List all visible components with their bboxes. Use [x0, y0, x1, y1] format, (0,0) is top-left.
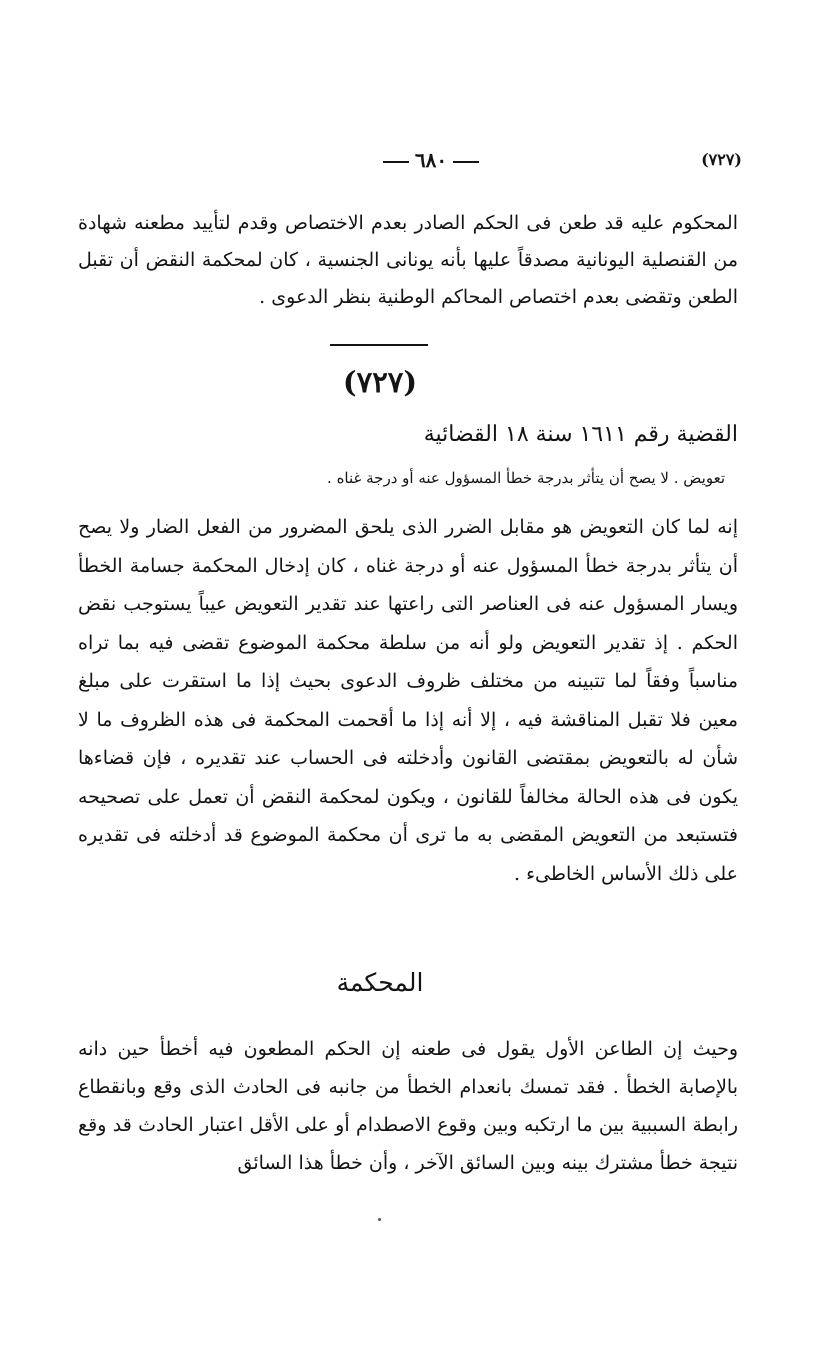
section-divider	[330, 344, 428, 346]
court-reasoning-paragraph: وحيث إن الطاعن الأول يقول فى طعنه إن الحكم المطعون فيه أخطأ حين دانه بالإصابة الخطأ . فقد تمسك بانعدام الخطأ من جانبه فى الحادث الذى وقع وبانقطاع رابطة السببية بين ما ارتكبه وبين وقوع الاصطدام أو على الأقل اعتبار الحادث قد وقع نتيجة خطأ مشترك بينه وبين السائق الآخر ، وأن خطأ هذا السائق	[78, 1038, 738, 1174]
case-summary: تعويض . لا يصح أن يتأثر بدرجة خطأ المسؤول عنه أو درجة غناه .	[327, 469, 725, 487]
case-reference: القضية رقم ١٦١١ سنة ١٨ القضائية	[423, 422, 738, 447]
legal-principle-paragraph: إنه لما كان التعويض هو مقابل الضرر الذى يلحق المضرور من الفعل الضار ولا يصح أن يتأثر بدرجة خطأ المسؤول عنه أو درجة غناه ، كان إدخال المحكمة جسامة الخطأ ويسار المسؤول عنه فى العناصر التى راعتها عند تقدير التعويض عيباً يستوجب نقض الحكم . إذ تقدير التعويض ولو أنه من سلطة محكمة الموضوع تقضى فيه بما تراه مناسباً وفقاً لما تتبينه من مختلف ظروف الدعوى بحيث إذا ما استقرت على مبلغ معين فلا تقبل المناقشة فيه ، إلا أنه إذا ما أقحمت المحكمة فى هذه الظروف ما لا شأن له بالتعويض بمقتضى القانون وأدخلته فى الحساب عند تقديره ، فإن قضاءها يكون فى هذه الحالة مخالفاً للقانون ، ويكون لمحكمة النقض أن تعمل على تصحيحه فتستبعد من التعويض المقضى به ما ترى أن محكمة الموضوع قد أدخلته فى تقديره على ذلك الأساس الخاطىء .	[78, 516, 738, 885]
header-case-number: (٧٢٧)	[701, 150, 742, 169]
running-header	[60, 148, 750, 178]
scan-speck	[378, 1218, 381, 1221]
page-number: ٦٨٠	[366, 148, 496, 172]
case-heading: (٧٢٧)	[342, 365, 418, 399]
continued-paragraph: المحكوم عليه قد طعن فى الحكم الصادر بعدم الاختصاص وقدم لتأييد مطعنه شهادة من القنصلية اليونانية مصدقاً عليها بأنه يونانى الجنسية ، كان لمحكمة النقض أن تقبل الطعن وتقضى بعدم اختصاص المحاكم الوطنية بنظر الدعوى .	[78, 212, 738, 308]
court-section-heading: المحكمة	[336, 968, 424, 997]
